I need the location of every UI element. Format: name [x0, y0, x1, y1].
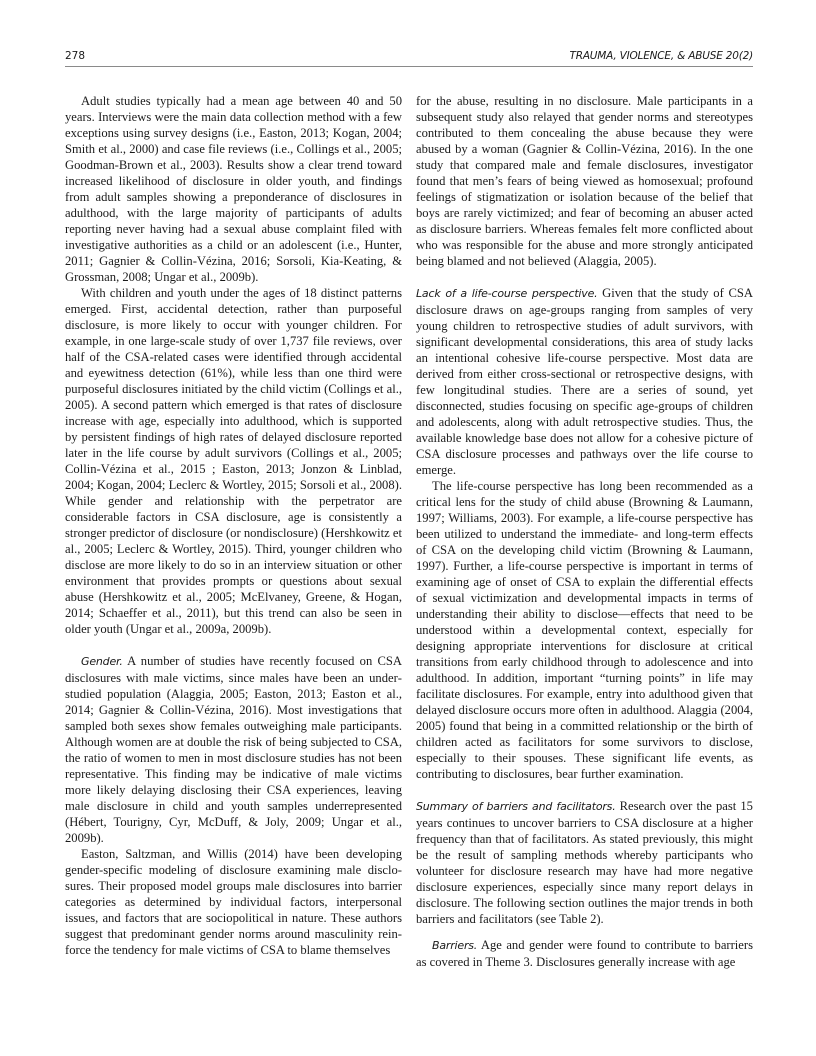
- paragraph-life-course: [416, 285, 753, 478]
- paragraph-gender: [65, 653, 402, 846]
- right-column: [416, 93, 753, 970]
- left-column: [65, 93, 402, 958]
- paragraph-life-course-lens: The life-course perspective has long been recommended as a critical lens for the study of child abuse (Browning & Laumann, 1997; Williams, 2003). For example, a life-course perspective has been utilized to understand the immediate- and long-term effects of CSA on the developing child victim (Browning & Laumann, 1997). Further, a life-course perspective is important in terms of examining age of onset of CSA to explain the differential effects of sexual victimization and developmental impacts in terms of understanding their ability to disclose—effects that need to be understood within a developmental context, especially for designing appropriate interventions for disclosure at critical transitions from early childhood through to adolescence and into adulthood. In addition, important “turning points” in life may facilitate disclosures. For example, entry into adulthood given that delayed disclosure occurs more often in adulthood. Alaggia (2004, 2005) found that being in a committed relationship or the birth of children acted as facilitators for some survivors to disclose, especially to their spouses. These significant life events, as contributing to disclosures, bear further examination.: [416, 479, 753, 781]
- paragraph-summary-barriers: [416, 798, 753, 927]
- paragraph-easton-model: Easton, Saltzman, and Willis (2014) have been developing gender-specific modeling of disclosure examining male disclosures. Their proposed model groups male disclosures into barrier categories as determined by individual factors, interpersonal issues, and factors that are sociopolitical in nature. These authors suggest that predominant gender norms around masculinity reinforce the tendency for male victims of CSA to blame themselves: [65, 847, 402, 957]
- paragraph-gender-body: A number of studies have recently focused on CSA disclosures with male victims, since males have been an understudied population (Alaggia, 2005; Easton, 2013; Easton et al., 2014; Gagnier & Collin-Vézina, 2016). Most investigations that sampled both sexes show females outweighing male participants. Although women are at double the risk of being subjected to CSA, the ratio of women to men in most disclosure studies has not been representative. This finding may be indicative of male victims more likely delaying disclosing their CSA experiences, leaving male disclosure in child and youth samples underrepresented (Hébert, Tourigny, Cyr, McDuff, & Joly, 2009; Ungar et al., 2009b).: [65, 654, 402, 845]
- subheading-barriers: Barriers.: [432, 939, 478, 952]
- subheading-life-course: Lack of a life-course perspective.: [416, 287, 598, 300]
- paragraph-life-course-body: Given that the study of CSA disclosure draws on age-groups ranging from samples of very young children to retrospective studies of adult survivors, with significant developmental considerations, this area of study lacks an intentional cohesive life-course perspective. Most data are derived from either cross-sectional or retrospective designs, with few longitudinal studies. There are a series of sound, yet disconnected, studies focusing on specific age-groups of children and adolescents, along with adult retrospective studies. Thus, the available knowledge base does not allow for a cohesive picture of CSA disclosure processes and pathways over the life course to emerge.: [416, 286, 753, 477]
- paragraph-adult-studies: Adult studies typically had a mean age between 40 and 50 years. Interviews were the main data collection method with a few exceptions using survey designs (i.e., Easton, 2013; Kogan, 2004; Smith et al., 2000) and case file reviews (i.e., Collings et al., 2005; Goodman-Brown et al., 2003). Results show a clear trend toward increased likelihood of disclosure in older youth, and findings from adult samples showing a preponderance of disclosures in adulthood, with the large majority of participants of adults reporting never having had a sexual abuse complaint filed with investigative authorities as a child or an adolescent (i.e., Hunter, 2011; Gagnier & Collin-Vézina, 2016; Sorsoli, Kia-Keating, & Grossman, 2008; Ungar et al., 2009b).: [65, 94, 402, 284]
- running-header: [65, 48, 753, 67]
- paragraph-barriers-body: Age and gender were found to contribute to barriers as covered in Theme 3. Disclosures generally increase with age: [416, 938, 753, 969]
- subheading-gender: Gender.: [81, 655, 123, 668]
- page-number: 278: [65, 50, 86, 62]
- paragraph-children-youth-patterns: With children and youth under the ages of 18 distinct patterns emerged. First, accidental detection, rather than purposeful disclosure, is more likely to occur with younger children. For example, in one large-scale study of over 1,737 file reviews, over half of the CSA-related cases were identified through accidental and eyewitness detection (61%), while less than one third were purposeful disclosures initiated by the child victim (Collings et al., 2005). A second pattern which emerged is that rates of disclosure increase with age, especially into adulthood, which is supported by persistent findings of high rates of delayed disclosure reported later in the life course by adult survivors (Collings et al., 2005; Collin-Vézina et al., 2015 ; Easton, 2013; Jonzon & Linblad, 2004; Kogan, 2004; Leclerc & Wortley, 2015; Sorsoli et al., 2008). While gender and relationship with the perpetrator are considerable factors in CSA disclosure, age is consistently a stronger predictor of disclosure (or nondisclosure) (Hershkowitz et al., 2005; Leclerc & Wortley, 2015). Third, younger children who disclose are more likely to do so in an interview situation or other environment that provides prompts or questions about sexual abuse (Hershkowitz et al., 2005; McElvaney, Greene, & Hogan, 2014; Schaeffer et al., 2011), but this trend can also be seen in older youth (Ungar et al., 2009a, 2009b).: [65, 286, 402, 636]
- subheading-summary-barriers: Summary of barriers and facilitators.: [416, 800, 616, 813]
- paragraph-male-participants: for the abuse, resulting in no disclosure. Male participants in a subsequent study also relayed that gender norms and stereotypes contributed to them concealing the abuse because they were abused by a woman (Gagnier & Collin-Vézina, 2016). In the one study that compared male and female disclosures, investigator found that men’s fears of being viewed as homosexual; profound feelings of stigmatization or isolation because of the belief that boys are rarely victimized; and fear of becoming an abuser acted as disclosure barriers. Whereas females felt more conflicted about who was responsible for the abuse and more strongly anticipated being blamed and not believed (Alaggia, 2005).: [416, 94, 753, 268]
- paragraph-summary-barriers-body: Research over the past 15 years continues to uncover barriers to CSA disclosure at a higher frequency than that of facilitators. As stated previously, this might be the result of sampling methods whereby participants who volunteer for disclosure research may have had more negative disclosure experiences, especially since many report delays in disclosure. The following section outlines the major trends in both barriers and facilitators (see Table 2).: [416, 799, 753, 926]
- journal-title: TRAUMA, VIOLENCE, & ABUSE 20(2): [569, 50, 753, 62]
- paragraph-barriers: [416, 937, 753, 970]
